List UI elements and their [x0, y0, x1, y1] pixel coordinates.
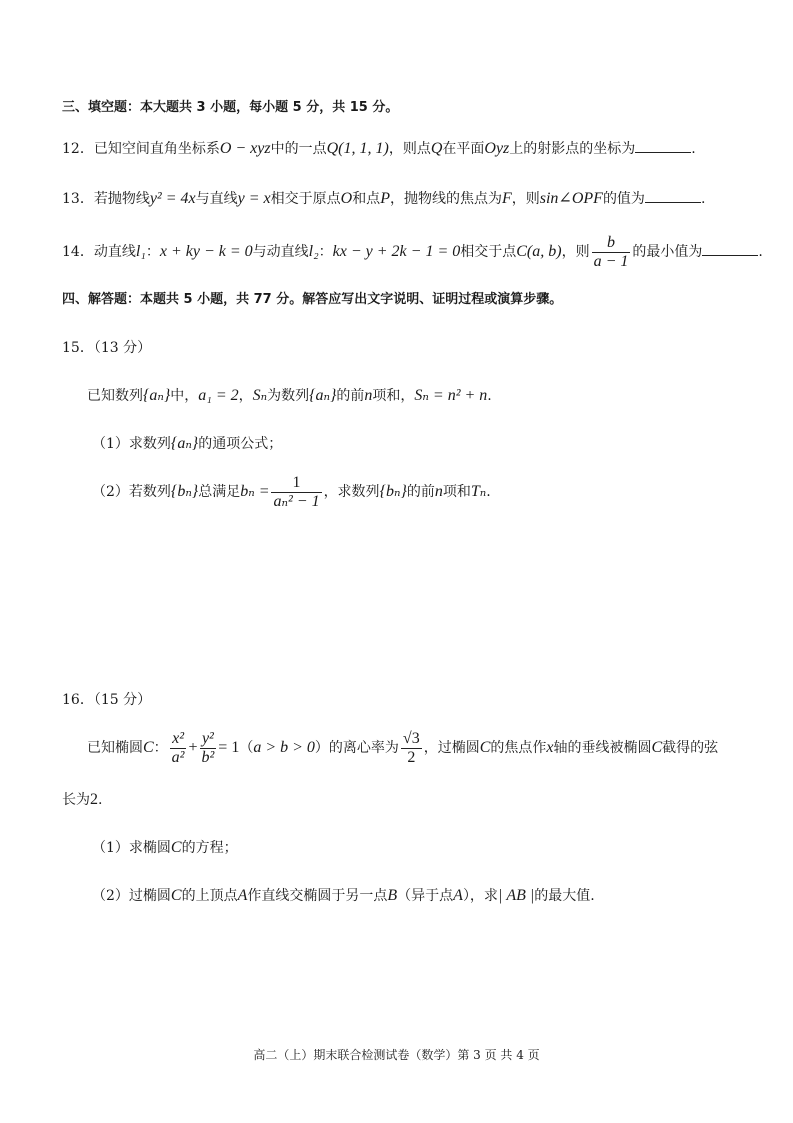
q12-number: 12．	[62, 141, 94, 157]
q16-header: 16．（15 分）	[62, 692, 152, 708]
q16-part-2: （2）过椭圆C的上顶点A作直线交椭圆于另一点B（异于点A），求| AB |的最大值.	[92, 887, 595, 904]
answer-blank	[635, 138, 691, 153]
answer-blank	[645, 188, 701, 203]
fraction: $\frac{1}{\text{aₙ² − 1}}$	[273, 473, 320, 510]
q15-part-1: （1）求数列{aₙ}的通项公式；	[92, 435, 283, 452]
question-12: 12．已知空间直角坐标系O − xyz中的一点Q(1, 1, 1)，则点Q在平面Oyz上的射影点的坐标为 .	[62, 140, 696, 157]
page-footer: 高二（上）期末联合检测试卷（数学）第 3 页 共 4 页	[253, 1048, 540, 1062]
q16-stem-continued: 长为2.	[62, 791, 103, 808]
q16-part-1: （1）求椭圆C的方程；	[92, 839, 238, 856]
q13-number: 13．	[62, 191, 94, 207]
question-13: 13．若抛物线y² = 4x与直线y = x相交于原点O和点P，抛物线的焦点为F，则sin∠OPF的值为 .	[62, 190, 706, 207]
q15-header: 15．（13 分）	[62, 340, 152, 356]
fraction: $\frac{\text{y²}}{\text{b²}}$	[201, 729, 215, 766]
section-4-heading: 四、解答题：本题共 5 小题，共 77 分。解答应写出文字说明、证明过程或演算步骤。	[62, 292, 563, 307]
fraction: $\frac{\text{x²}}{\text{a²}}$	[171, 729, 185, 766]
section-3-heading: 三、填空题：本大题共 3 小题，每小题 5 分，共 15 分。	[62, 100, 399, 115]
q16-stem: 已知椭圆C： $\frac{\text{x²}}{\text{a²}}$ + $\frac{\text{y²}}{\text{b²}}$ = 1（a > b > 0）的离心率为 $\frac{√3}{2}$ ，过椭圆C的焦点作x轴的垂线被椭圆C截得的弦	[87, 729, 719, 766]
answer-blank	[702, 241, 758, 256]
fraction: $\frac{b}{a - 1}$	[593, 233, 629, 270]
q14-number: 14．	[62, 244, 94, 260]
q15-stem: 已知数列{aₙ}中，a₁ = 2，Sₙ为数列{aₙ}的前n项和，Sₙ = n² + n.	[87, 387, 492, 404]
fraction: $\frac{√3}{2}$	[402, 729, 420, 766]
q15-part-2: （2）若数列{bₙ}总满足bₙ = $\frac{1}{\text{aₙ² − 1}}$ ，求数列{bₙ}的前n项和Tₙ.	[92, 473, 491, 510]
question-14: 14．动直线l₁：x + ky − k = 0与动直线l₂：kx − y + 2k − 1 = 0相交于点C(a, b)，则 $\frac{b}{a - 1}$ 的最小值为 .	[62, 233, 763, 270]
